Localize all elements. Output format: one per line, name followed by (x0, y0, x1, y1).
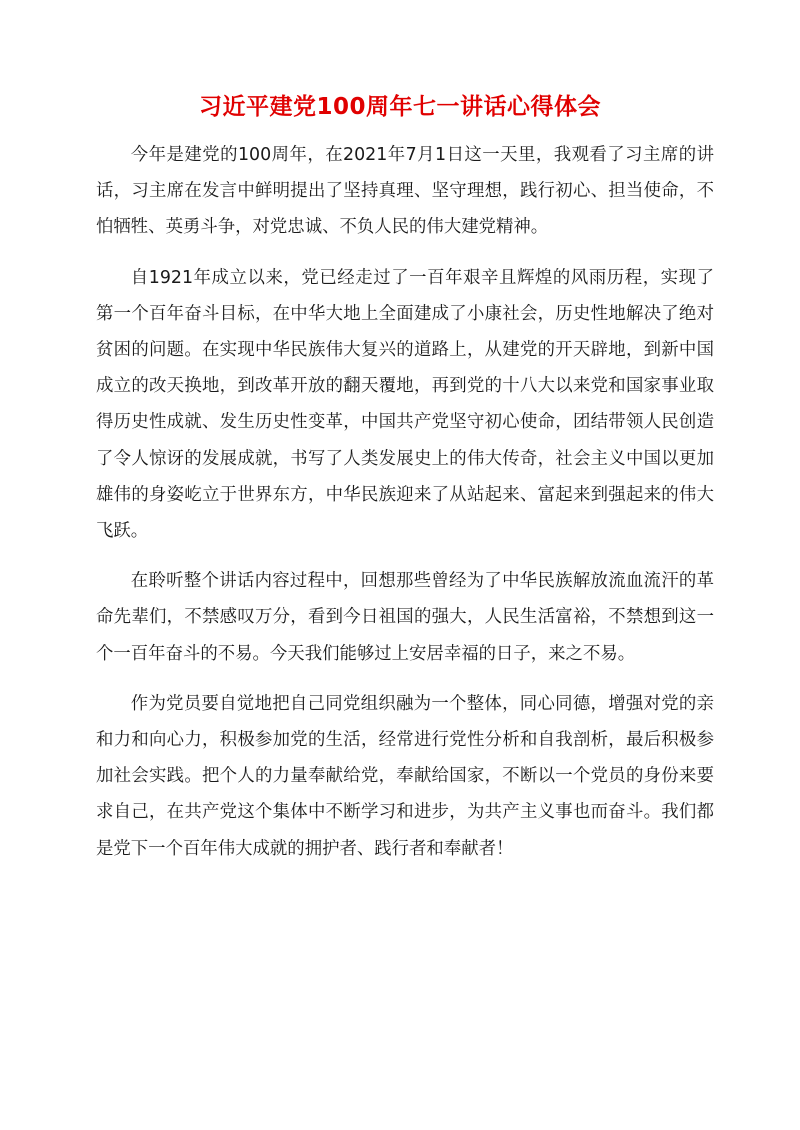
paragraph-4: 作为党员要自觉地把自己同党组织融为一个整体，同心同德，增强对党的亲和力和向心力，积极参加党的生活，经常进行党性分析和自我剖析，最后积极参加社会实践。把个人的力量奉献给党，奉献给国家，不断以一个党员的身份来要求自己，在共产党这个集体中不断学习和进步，为共产主义事也而奋斗。我们都是党下一个百年伟大成就的拥护者、践行者和奉献者！ (96, 693, 714, 859)
paragraph-1: 今年是建党的100周年，在2021年7月1日这一天里，我观看了习主席的讲话，习主席在发言中鲜明提出了坚持真理、坚守理想，践行初心、担当使命，不怕牺牲、英勇斗争，对党忠诚、不负人民的伟大建党精神。 (96, 145, 714, 238)
document-title: 习近平建党100周年七一讲话心得体会 (198, 94, 601, 120)
document-body (96, 137, 714, 881)
paragraph-3: 在聆听整个讲话内容过程中，回想那些曾经为了中华民族解放流血流汗的革命先辈们，不禁感叹万分，看到今日祖国的强大，人民生活富裕，不禁想到这一个一百年奋斗的不易。今天我们能够过上安居幸福的日子，来之不易。 (96, 571, 714, 664)
paragraph-2: 自1921年成立以来，党已经走过了一百年艰辛且辉煌的风雨历程，实现了第一个百年奋斗目标，在中华大地上全面建成了小康社会，历史性地解决了绝对贫困的问题。在实现中华民族伟大复兴的道路上，从建党的开天辟地，到新中国成立的改天换地，到改革开放的翻天覆地，再到党的十八大以来党和国家事业取得历史性成就、发生历史性变革，中国共产党坚守初心使命，团结带领人民创造了令人惊讶的发展成就，书写了人类发展史上的伟大传奇，社会主义中国以更加雄伟的身姿屹立于世界东方，中华民族迎来了从站起来、富起来到强起来的伟大飞跃。 (96, 267, 714, 542)
